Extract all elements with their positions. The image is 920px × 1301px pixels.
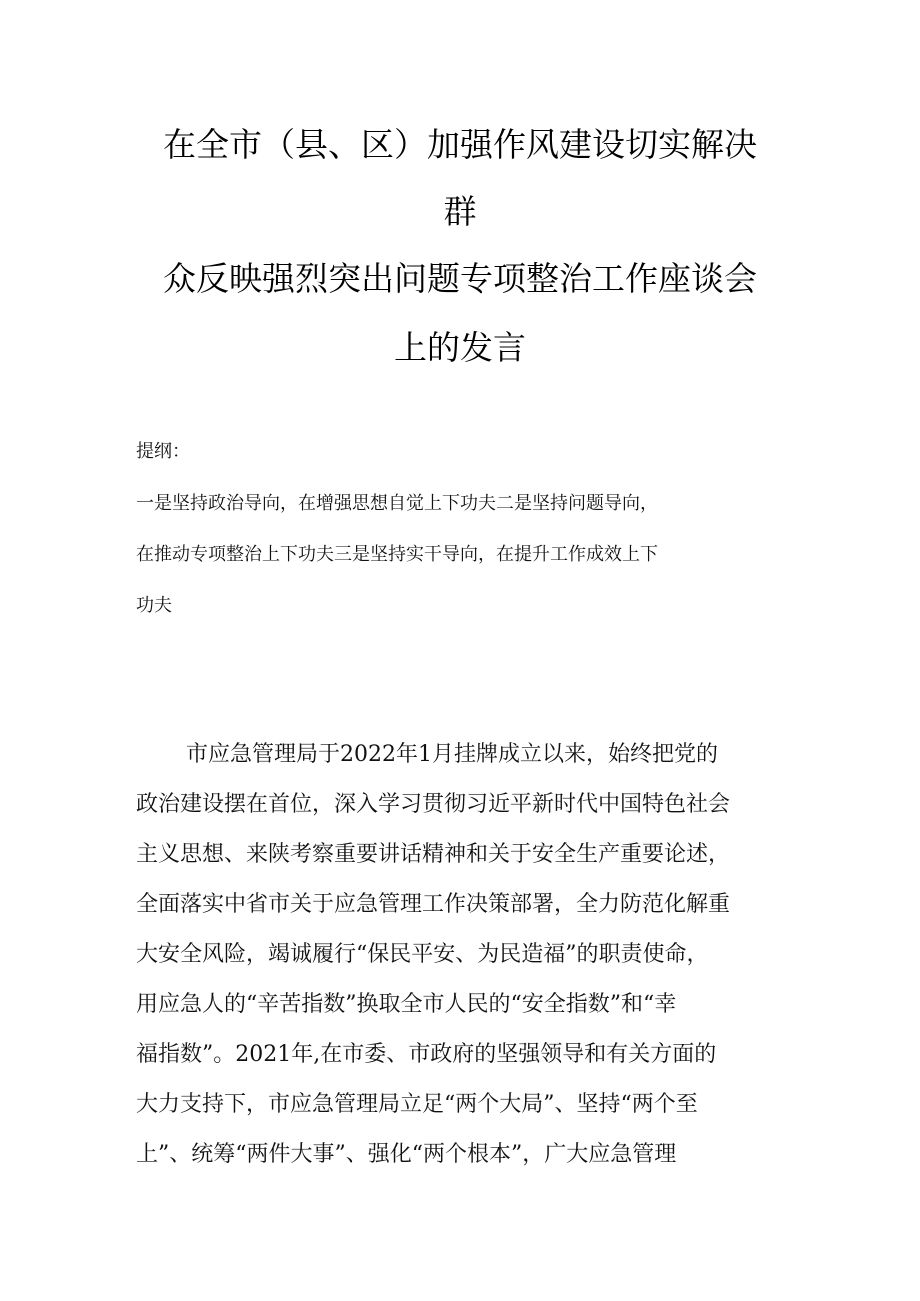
body-line-7: 福指数”。2021年,在市委、市政府的坚强领导和有关方面的 — [136, 1042, 717, 1067]
outline-line-3: 功夫 — [136, 595, 172, 616]
body-line-4: 全面落实中省市关于应急管理工作决策部署，全力防范化解重 — [136, 892, 731, 917]
title-line-1: 在全市（县、区）加强作风建设切实解决 — [163, 125, 757, 164]
body-line-2: 政治建设摆在首位，深入学习贯彻习近平新时代中国特色社会 — [136, 792, 731, 817]
body-line-6: 用应急人的“辛苦指数”换取全市人民的“安全指数”和“幸 — [136, 992, 677, 1017]
title-line-3: 众反映强烈突出问题专项整治工作座谈会 — [163, 259, 757, 298]
body-line-3: 主义思想、来陕考察重要讲话精神和关于安全生产重要论述， — [136, 842, 731, 867]
body-line-9: 上”、统筹“两件大事”、强化“两个根本”，广大应急管理 — [136, 1142, 677, 1167]
outline-line-1: 一是坚持政治导向，在增强思想自觉上下功夫二是坚持问题导向， — [136, 493, 658, 514]
body-line-1: 市应急管理局于2022年1月挂牌成立以来，始终把党的 — [186, 742, 718, 767]
outline-label: 提纲： — [136, 441, 190, 462]
body-line-8: 大力支持下，市应急管理局立足“两个大局”、坚持“两个至 — [136, 1092, 698, 1117]
outline-line-2: 在推动专项整治上下功夫三是坚持实干导向，在提升工作成效上下 — [136, 544, 658, 565]
title-line-4: 上的发言 — [394, 328, 526, 367]
title-line-2: 群 — [443, 192, 477, 231]
body-line-5: 大安全风险，竭诚履行“保民平安、为民造福”的职责使命， — [136, 942, 709, 967]
